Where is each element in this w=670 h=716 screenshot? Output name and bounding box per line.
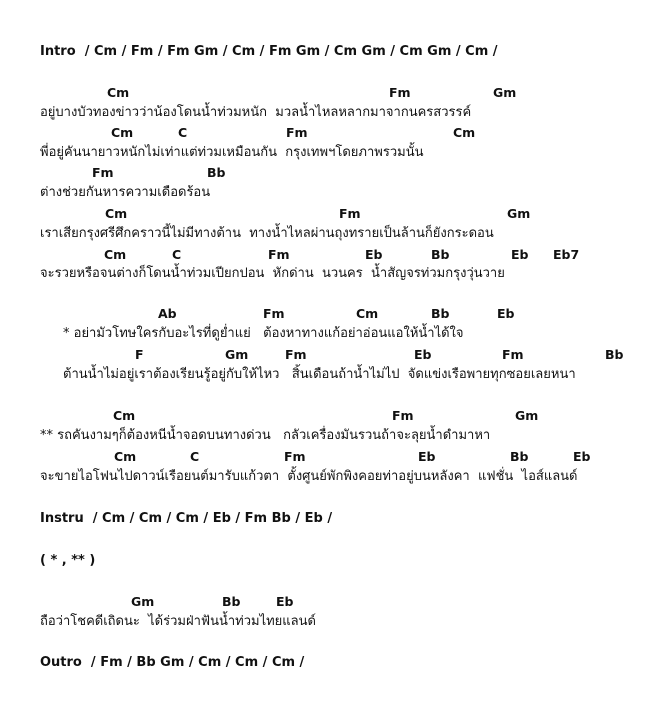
chord: Eb	[276, 594, 294, 609]
lyric-line: จะรวยหรือจนต่างก็โดนน้ำท่วมเปียกปอน หักด่าน นวนคร น้ำสัญจรท่วมกรุงวุ่นวาย	[40, 266, 505, 281]
outro-line: Outro / Fm / Bb Gm / Cm / Cm / Cm /	[40, 655, 305, 670]
chord: Fm	[392, 408, 414, 423]
lyric-line: จะขายไอโฟนไปดาวน์เรือยนต์มารับแก้วตา ตั้งศูนย์พักพิงคอยท่าอยู่บนหลังคา แฟชั่น ไอส์แลนด์	[40, 469, 578, 484]
chord: Cm	[113, 408, 136, 423]
lyric-line: ** รถคันงามๆก็ต้องหนีน้ำจอดบนทางด่วน กลัวเครื่องมันรวนถ้าจะลุยน้ำดำมาหา	[40, 428, 491, 443]
chord: Bb	[222, 594, 241, 609]
chord: C	[190, 449, 200, 464]
chord: Gm	[493, 85, 517, 100]
chord: Gm	[131, 594, 155, 609]
chord: Cm	[104, 247, 127, 262]
chord: Eb	[511, 247, 529, 262]
chord: Eb	[497, 306, 515, 321]
chord: Cm	[111, 125, 134, 140]
chord: Cm	[453, 125, 476, 140]
lyric-line: ต่างช่วยกันหารความเดือดร้อน	[40, 185, 211, 200]
chord: Bb	[510, 449, 529, 464]
chord: Cm	[114, 449, 137, 464]
chord: F	[135, 347, 144, 362]
chord: Bb	[605, 347, 624, 362]
chord: Fm	[268, 247, 290, 262]
lyric-line: ถือว่าโชคดีเถิดนะ ได้ร่วมฝ่าฟันน้ำท่วมไทยแลนด์	[40, 614, 316, 629]
chord: Ab	[158, 306, 177, 321]
lyric-line: อยู่บางบัวทองข่าวว่าน้องโดนน้ำท่วมหนัก มวลน้ำไหลหลากมาจากนครสวรรค์	[40, 105, 472, 120]
chord: Cm	[107, 85, 130, 100]
chord: Fm	[389, 85, 411, 100]
chord: Gm	[515, 408, 539, 423]
chord: Fm	[339, 206, 361, 221]
chord: Fm	[286, 125, 308, 140]
chord: Eb	[414, 347, 432, 362]
chord: Fm	[92, 165, 114, 180]
chord: Fm	[284, 449, 306, 464]
chord: Fm	[285, 347, 307, 362]
chord: C	[172, 247, 182, 262]
chord: Gm	[507, 206, 531, 221]
chord: Gm	[225, 347, 249, 362]
chord: Eb	[573, 449, 591, 464]
chord: Cm	[105, 206, 128, 221]
lyric-line: เราเสียกรุงศรีศึกคราวนี้ไม่มีทางต้าน ทางน้ำไหลผ่านถุงทรายเป็นล้านก็ยังกระดอน	[40, 226, 494, 241]
chord: Bb	[431, 306, 450, 321]
repeat-marker: ( * , ** )	[40, 553, 96, 568]
chord: Eb7	[553, 247, 580, 262]
intro-line: Intro / Cm / Fm / Fm Gm / Cm / Fm Gm / Cm Gm / Cm Gm / Cm /	[40, 44, 498, 59]
chord: Eb	[365, 247, 383, 262]
chord: Cm	[356, 306, 379, 321]
lyric-line: พี่อยู่คันนายาวหนักไม่เท่าแต่ท่วมเหมือนกัน กรุงเทพฯโดยภาพรวมนั้น	[40, 145, 424, 160]
chord: Bb	[431, 247, 450, 262]
lyric-line: ต้านน้ำไม่อยู่เราต้องเรียนรู้อยู่กับให้ไหว สิ้นเดือนถ้าน้ำไม่ไป จัดแข่งเรือพายทุกซอยเลยหนา	[63, 367, 576, 382]
instrumental-line: Instru / Cm / Cm / Cm / Eb / Fm Bb / Eb /	[40, 511, 333, 526]
chord: Fm	[502, 347, 524, 362]
chord: C	[178, 125, 188, 140]
chord: Eb	[418, 449, 436, 464]
lyric-line: * อย่ามัวโทษใครกับอะไรที่ดูย่ำแย่ ต้องหาทางแก้อย่าอ่อนแอให้น้ำได้ใจ	[63, 326, 464, 341]
chord: Fm	[263, 306, 285, 321]
chord: Bb	[207, 165, 226, 180]
